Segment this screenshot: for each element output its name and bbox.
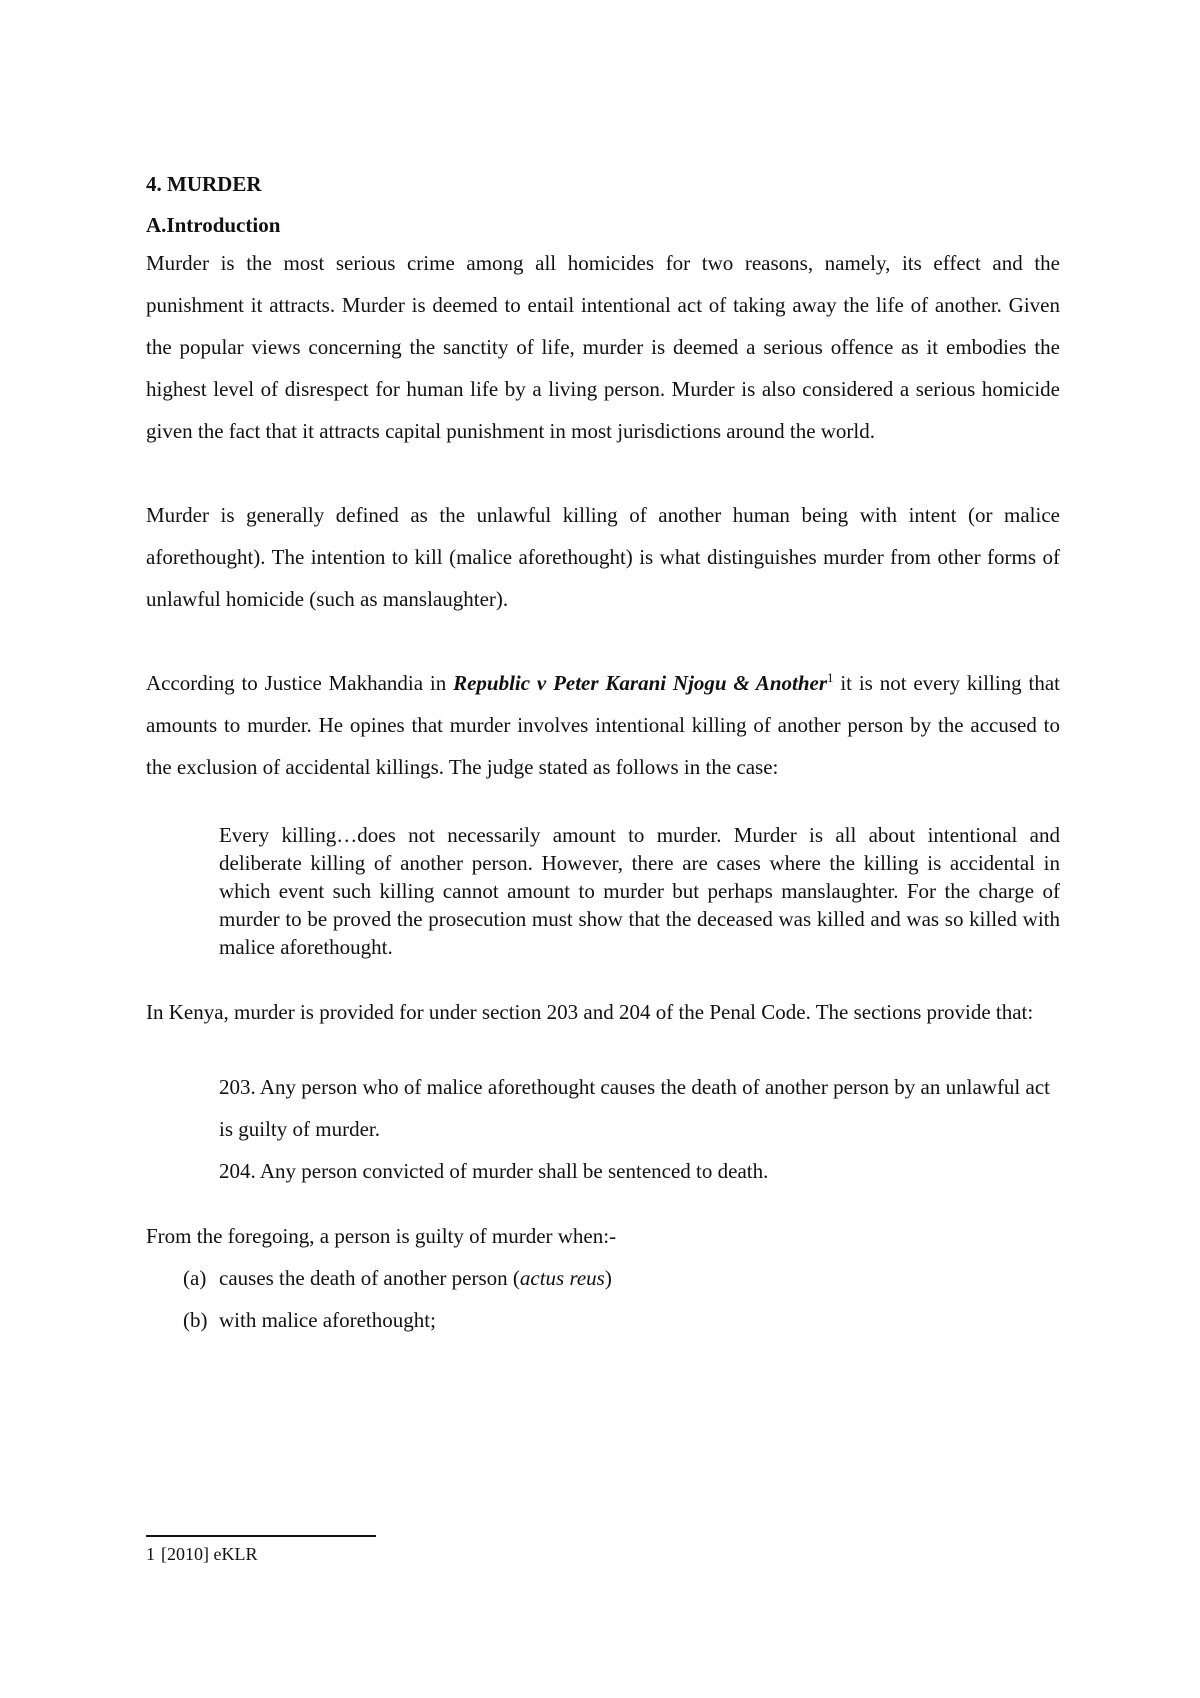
footnote-separator — [146, 1535, 376, 1537]
intro-paragraph: Murder is the most serious crime among all homicides for two reasons, namely, its effect and the punishment it attracts. Murder is deemed to entail intentional act of taking away the life of another. Given the popular views concerning the sanctity of life, murder is deemed a serious offence as it embodies the highest level of disrespect for human life by a living person. Murder is also considered a serious homicide given the fact that it attracts capital punishment in most jurisdictions around the world. — [146, 251, 1060, 443]
footnote-text: [2010] eKLR — [161, 1544, 258, 1564]
makhandia-intro-text: According to Justice Makhandia in — [146, 671, 454, 695]
section-title: 4. MURDER — [146, 172, 262, 196]
paragraph-spacer — [146, 452, 1060, 494]
makhandia-rest-text: it is not every killing that amounts to murder. He opines that murder involves intentional killing of another person by the accused to the exclusion of accidental killings. The judge stated as follows in the case: — [146, 671, 1060, 779]
footnote-number: 1 — [146, 1544, 155, 1564]
statute-section-203: 203. Any person who of malice aforethought causes the death of another person by an unlawful act is guilty of murder. — [219, 1075, 1050, 1141]
definition-paragraph: Murder is generally defined as the unlawful killing of another human being with intent (or malice aforethought). The intention to kill (malice aforethought) is what distinguishes murder from other forms of unlawful homicide (such as manslaughter). — [146, 503, 1060, 611]
list-item-text-part: causes the death of another person ( — [219, 1266, 520, 1290]
subsection-title: A.Introduction — [146, 213, 281, 237]
page-body — [146, 170, 1060, 1341]
list-item — [183, 1299, 1060, 1341]
list-item-text — [219, 1257, 612, 1299]
case-name: Republic v Peter Karani Njogu & Another — [453, 671, 828, 695]
foregoing-paragraph: From the foregoing, a person is guilty of murder when:- — [146, 1224, 617, 1248]
list-marker: (a) — [183, 1266, 207, 1290]
statute-section-204: 204. Any person convicted of murder shall be sentenced to death. — [219, 1159, 769, 1183]
makhandia-paragraph — [146, 662, 1060, 788]
list-item-text-part: ) — [604, 1266, 612, 1290]
footnote-reference[interactable]: 1 — [827, 670, 834, 685]
footnote — [146, 1542, 257, 1566]
paragraph-spacer — [146, 620, 1060, 662]
italic-term: actus reus — [519, 1266, 605, 1290]
kenya-paragraph: In Kenya, murder is provided for under section 203 and 204 of the Penal Code. The sections provide that: — [146, 1000, 1034, 1024]
statute-quote — [219, 1066, 1060, 1192]
list-item-text: with malice aforethought; — [219, 1308, 436, 1332]
block-quote: Every killing…does not necessarily amount to murder. Murder is all about intentional and deliberate killing of another person. However, there are cases where the killing is accidental in which event such killing cannot amount to murder but perhaps manslaughter. For the charge of murder to be proved the prosecution must show that the deceased was killed and was so killed with malice aforethought. — [219, 823, 1060, 959]
elements-list — [183, 1257, 1060, 1341]
list-item — [183, 1257, 1060, 1299]
list-marker: (b) — [183, 1308, 208, 1332]
